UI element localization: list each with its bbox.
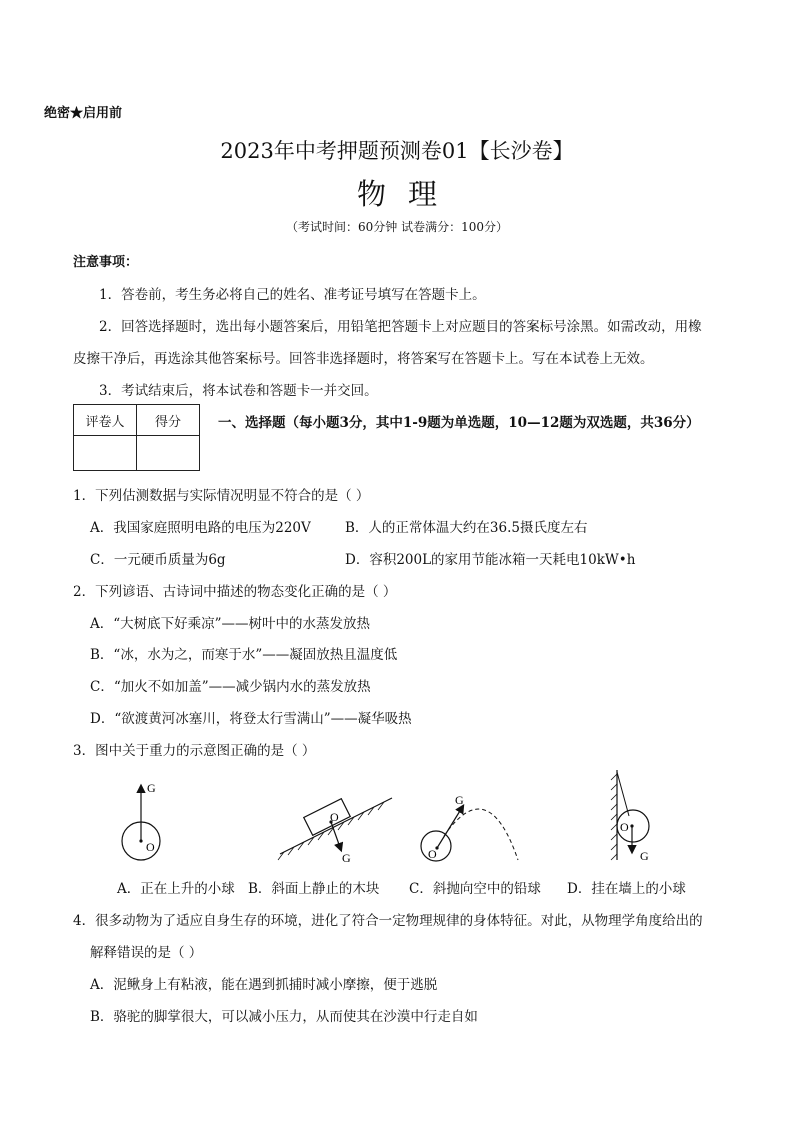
notice-heading: 注意事项： <box>73 255 139 270</box>
notice-item-2: 2．回答选择题时，选出每小题答案后，用铅笔把答题卡上对应题目的答案标号涂黑。如需改动，用橡 <box>99 319 702 335</box>
figure-b-g-label: G <box>342 851 351 865</box>
grader-cell <box>74 436 137 471</box>
question-4-option-a: A．泥鳅身上有粘液，能在遇到抓捕时减小摩擦，便于逃脱 <box>90 977 438 993</box>
figure-d-g-label: G <box>640 849 649 863</box>
question-4-option-b: B．骆驼的脚掌很大，可以减小压力，从而使其在沙漠中行走自如 <box>90 1009 478 1025</box>
figure-b-block-on-incline <box>278 798 392 865</box>
exam-title: 2023年中考押题预测卷01【长沙卷】 <box>220 139 574 163</box>
figure-caption-d: D．挂在墙上的小球 <box>567 881 686 897</box>
subject-title: 物理 <box>356 177 459 211</box>
gravity-diagram <box>100 768 700 868</box>
question-1-option-a: A．我国家庭照明电路的电压为220V <box>90 520 311 536</box>
score-cell <box>137 436 200 471</box>
question-1-option-c: C．一元硬币质量为6g <box>90 552 226 568</box>
figure-b-o-label: O <box>330 810 339 824</box>
question-1-stem: 1．下列估测数据与实际情况明显不符合的是（ ） <box>73 488 370 504</box>
question-3-stem: 3．图中关于重力的示意图正确的是（ ） <box>73 743 316 759</box>
figure-a-rising-ball <box>122 781 160 860</box>
figure-a-g-label: G <box>147 781 156 795</box>
section-title: 一、选择题（每小题3分，其中1-9题为单选题，10—12题为双选题，共36分） <box>218 415 700 431</box>
notice-item-3: 3．考试结束后，将本试卷和答题卡一并交回。 <box>99 383 378 399</box>
score-header: 得分 <box>137 405 200 436</box>
figure-d-hanging-ball <box>611 770 649 863</box>
figure-caption-a: A．正在上升的小球 <box>117 881 235 897</box>
figure-c-thrown-ball <box>421 793 518 861</box>
question-2-option-d: D．“欲渡黄河冰塞川，将登太行雪满山”——凝华吸热 <box>90 711 412 727</box>
question-2-option-b: B．“冰，水为之，而寒于水”——凝固放热且温度低 <box>90 647 398 663</box>
question-1-option-b: B．人的正常体温大约在36.5摄氏度左右 <box>345 520 588 536</box>
question-4-stem-cont: 解释错误的是（ ） <box>90 945 203 961</box>
question-2-option-a: A．“大树底下好乘凉”——树叶中的水蒸发放热 <box>90 616 371 632</box>
question-4-stem: 4．很多动物为了适应自身生存的环境，进化了符合一定物理规律的身体特征。对此，从物理学角度给出的 <box>73 913 703 929</box>
figure-caption-c: C．斜抛向空中的铅球 <box>409 881 541 897</box>
question-2-option-c: C．“加火不如加盖”——减少锅内水的蒸发放热 <box>90 679 371 695</box>
question-2-stem: 2．下列谚语、古诗词中描述的物态变化正确的是（ ） <box>73 584 397 600</box>
question-1-option-d: D．容积200L的家用节能冰箱一天耗电10kW•h <box>345 552 636 568</box>
figure-c-g-label: G <box>455 793 464 807</box>
score-table <box>73 404 200 471</box>
figure-caption-b: B．斜面上静止的木块 <box>248 881 380 897</box>
grader-header: 评卷人 <box>74 405 137 436</box>
confidential-label: 绝密★启用前 <box>44 106 123 121</box>
figure-a-o-label: O <box>146 840 155 854</box>
exam-info: （考试时间：60分钟 试卷满分：100分） <box>286 220 508 234</box>
notice-item-1: 1．答卷前，考生务必将自己的姓名、准考证号填写在答题卡上。 <box>99 287 486 303</box>
figure-c-o-label: O <box>428 847 437 861</box>
figure-d-o-label: O <box>620 820 629 834</box>
notice-item-2-cont: 皮擦干净后，再选涂其他答案标号。回答非选择题时，将答案写在答题卡上。写在本试卷上无效。 <box>73 351 654 367</box>
